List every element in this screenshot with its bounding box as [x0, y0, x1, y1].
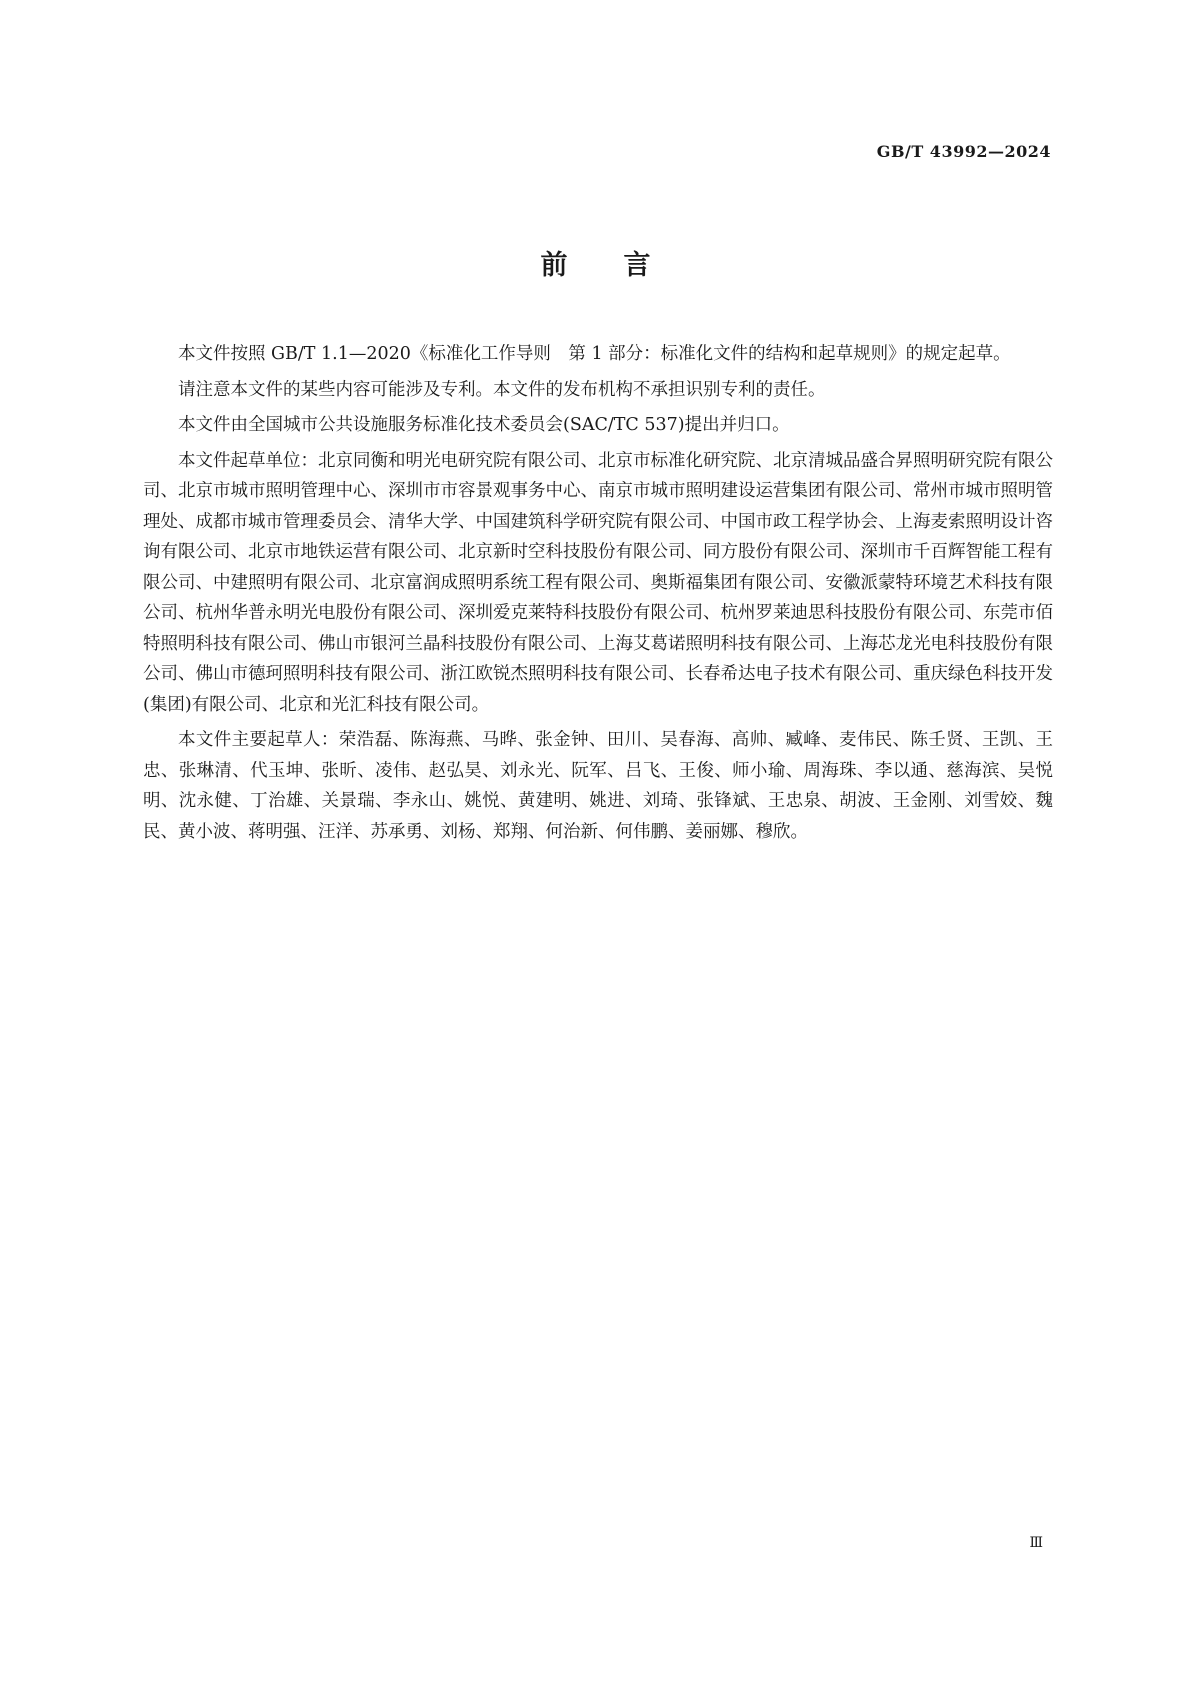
- paragraph-proposer: 本文件由全国城市公共设施服务标准化技术委员会(SAC/TC 537)提出并归口。: [178, 415, 790, 435]
- paragraph-patent-notice: 请注意本文件的某些内容可能涉及专利。本文件的发布机构不承担识别专利的责任。: [178, 379, 826, 400]
- page-title: 前言: [540, 250, 707, 281]
- page-number: Ⅲ: [1029, 1535, 1043, 1551]
- paragraph-drafting-units: 本文件起草单位：北京同衡和明光电研究院有限公司、北京市标准化研究院、北京清城品盛合昇照明研究院有限公司、北京市城市照明管理中心、深圳市市容景观事务中心、南京市城市照明建设运营集团有限公司、常州市城市照明管理处、成都市城市管理委员会、清华大学、中国建筑科学研究院有限公司、中国市政工程学协会、上海麦索照明设计咨询有限公司、北京市地铁运营有限公司、北京新时空科技股份有限公司、同方股份有限公司、深圳市千百辉智能工程有限公司、中建照明有限公司、北京富润成照明系统工程有限公司、奥斯福集团有限公司、安徽派蒙特环境艺术科技有限公司、杭州华普永明光电股份有限公司、深圳爱克莱特科技股份有限公司、杭州罗莱迪思科技股份有限公司、东莞市佰特照明科技有限公司、佛山市银河兰晶科技股份有限公司、上海艾葛诺照明科技有限公司、上海芯龙光电科技股份有限公司、佛山市德珂照明科技有限公司、浙江欧锐杰照明科技有限公司、长春希达电子技术有限公司、重庆绿色科技开发(集团)有限公司、北京和光汇科技有限公司。: [143, 450, 1053, 715]
- foreword-body: [143, 339, 1053, 852]
- standard-number: GB/T 43992—2024: [876, 142, 1051, 161]
- paragraph-drafters: 本文件主要起草人：荣浩磊、陈海燕、马晔、张金钟、田川、吴春海、高帅、臧峰、麦伟民、陈壬贤、王凯、王忠、张琳清、代玉坤、张昕、凌伟、赵弘昊、刘永光、阮军、吕飞、王俊、师小瑜、周海珠、李以通、慈海滨、吴悦明、沈永健、丁治雄、关景瑞、李永山、姚悦、黄建明、姚进、刘琦、张锋斌、王忠泉、胡波、王金刚、刘雪姣、魏民、黄小波、蒋明强、汪洋、苏承勇、刘杨、郑翔、何治新、何伟鹏、姜丽娜、穆欣。: [143, 730, 1053, 842]
- paragraph-drafting-rules: 本文件按照 GB/T 1.1—2020《标准化工作导则 第 1 部分：标准化文件的结构和起草规则》的规定起草。: [178, 344, 1011, 364]
